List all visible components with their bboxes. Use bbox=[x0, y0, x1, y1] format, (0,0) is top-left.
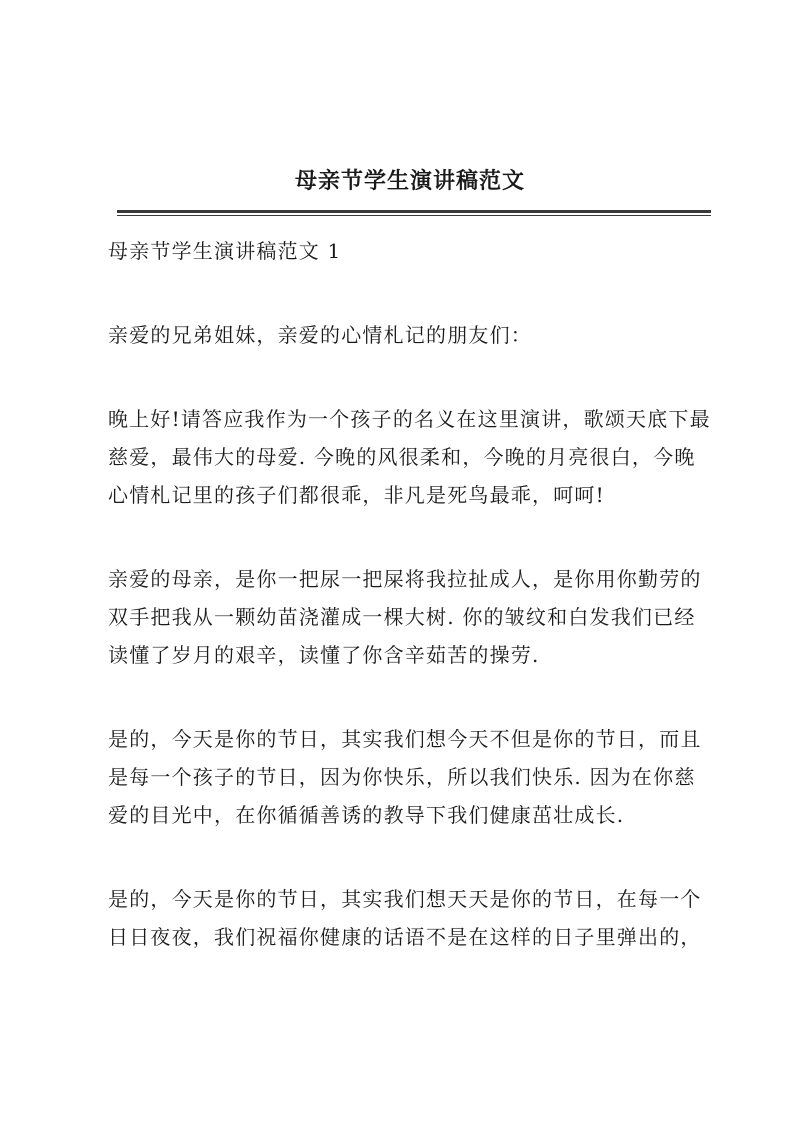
document-title: 母亲节学生演讲稿范文 bbox=[294, 168, 525, 194]
title-divider bbox=[117, 210, 711, 213]
section-heading: 母亲节学生演讲稿范文 1 bbox=[108, 239, 342, 263]
paragraph-opening: 晚上好!请答应我作为一个孩子的名义在这里演讲，歌颂天底下最慈爱，最伟大的母爱. 今晚的风很柔和，今晚的月亮很白，今晚心情札记里的孩子们都很乖，非凡是死鸟最乖，呵呵! bbox=[108, 407, 711, 507]
paragraph-everyday: 是的，今天是你的节日，其实我们想天天是你的节日，在每一个日日夜夜，我们祝福你健康的话语不是在这样的日子里弹出的， bbox=[108, 887, 702, 949]
paragraph-gratitude: 亲爱的母亲，是你一把尿一把屎将我拉扯成人，是你用你勤劳的双手把我从一颗幼苗浇灌成一棵大树. 你的皱纹和白发我们已经读懂了岁月的艰辛，读懂了你含辛茹苦的操劳. bbox=[108, 567, 702, 667]
document-body bbox=[108, 232, 712, 1002]
paragraph-festival: 是的，今天是你的节日，其实我们想今天不但是你的节日，而且是每一个孩子的节日，因为你快乐，所以我们快乐. 因为在你慈爱的目光中，在你循循善诱的教导下我们健康茁壮成长. bbox=[108, 727, 702, 827]
paragraph-greeting: 亲爱的兄弟姐妹，亲爱的心情札记的朋友们： bbox=[108, 323, 532, 347]
title-divider-thin bbox=[117, 215, 711, 216]
